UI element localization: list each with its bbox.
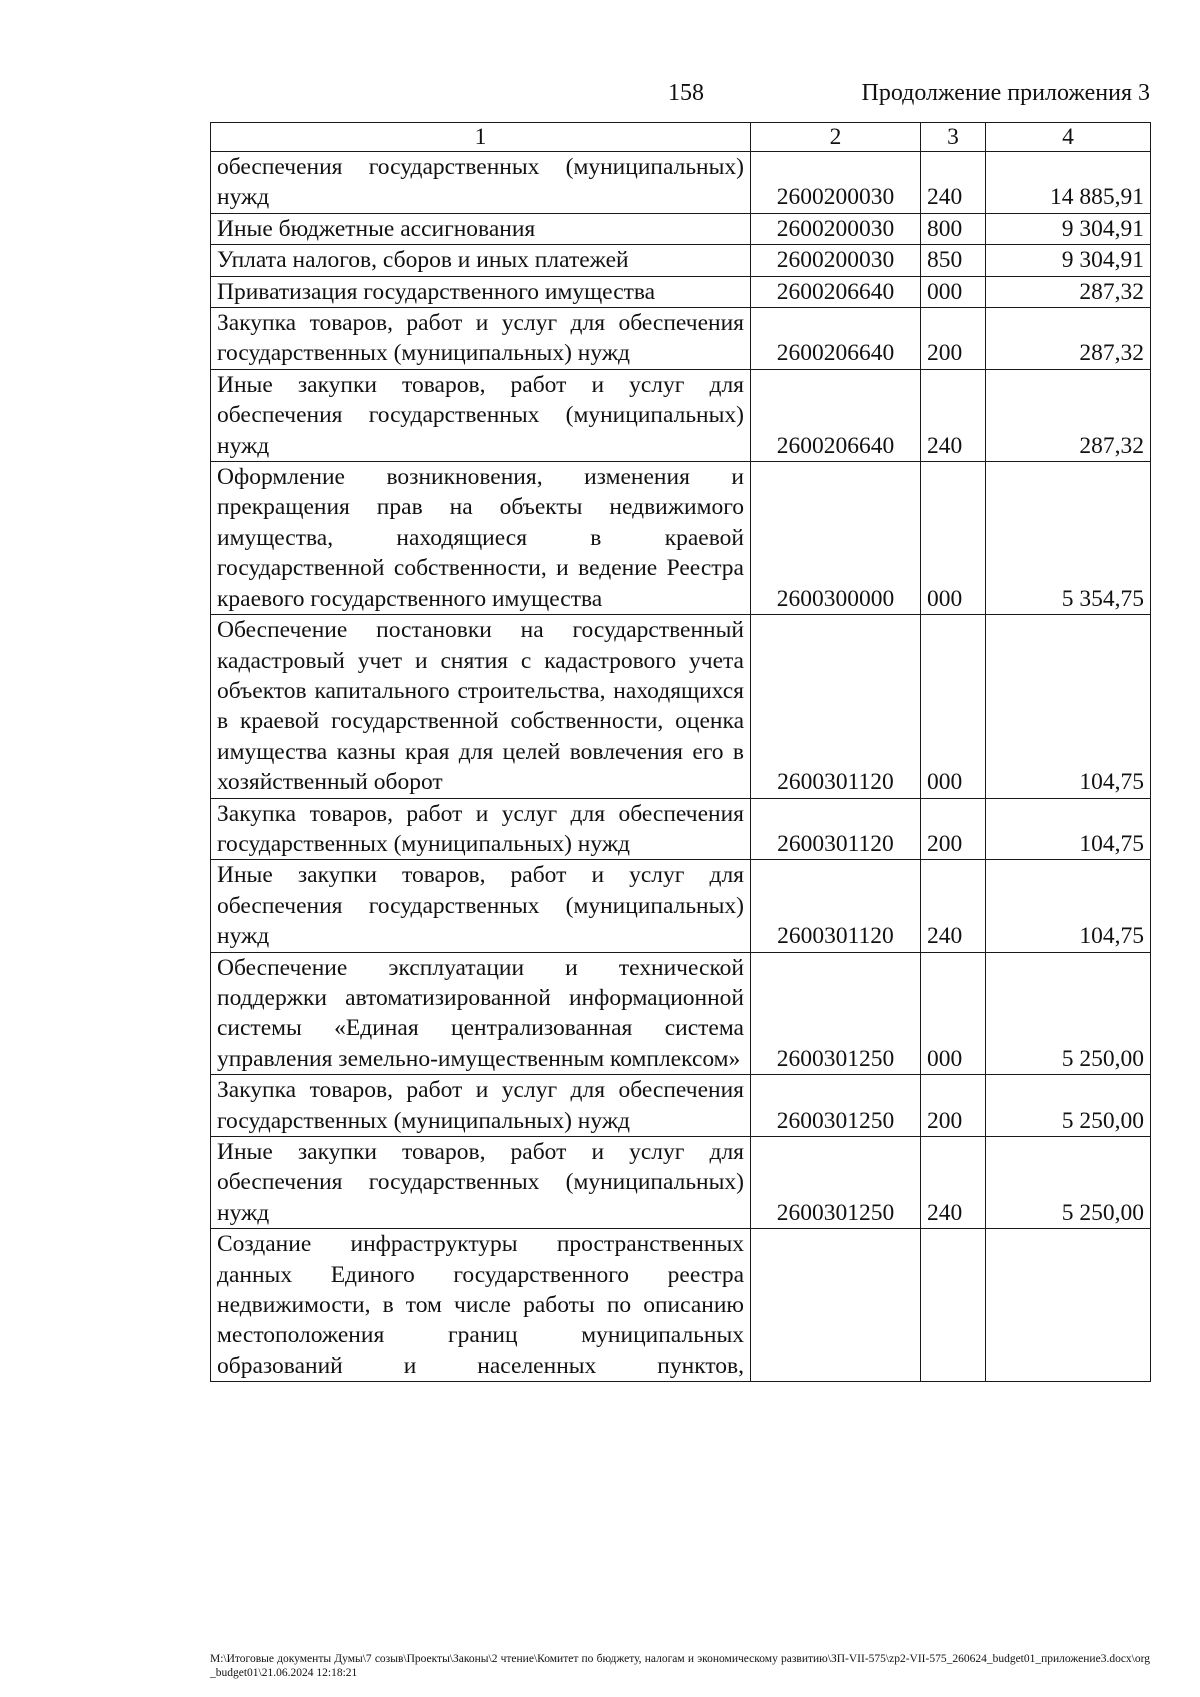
row-expense-type: 000 [921,952,986,1075]
row-code: 2600206640 [751,308,921,370]
table-header-row [211,123,1151,152]
table-row [211,369,1151,461]
row-expense-type: 240 [921,369,986,461]
row-description: обеспечения государственных (муниципальных) нужд [211,152,751,214]
row-expense-type: 240 [921,860,986,952]
column-header-code: 2 [751,123,921,152]
row-amount: 9 304,91 [986,213,1151,244]
row-amount: 5 250,00 [986,1137,1151,1229]
row-description: Обеспечение эксплуатации и технической поддержки автоматизированной информационной системы «Единая централизованная система управления земельно-имущественным комплексом» [211,952,751,1075]
row-code: 2600301120 [751,615,921,798]
row-amount: 5 354,75 [986,462,1151,615]
row-description: Иные закупки товаров, работ и услуг для обеспечения государственных (муниципальных) нужд [211,860,751,952]
row-expense-type: 850 [921,245,986,276]
table-row [211,462,1151,615]
row-description: Иные закупки товаров, работ и услуг для обеспечения государственных (муниципальных) нужд [211,1137,751,1229]
table-row [211,1229,1151,1382]
table-row [211,860,1151,952]
row-description: Оформление возникновения, изменения и прекращения прав на объекты недвижимого имущества, находящиеся в краевой государственной собственности, и ведение Реестра краевого государственного имущества [211,462,751,615]
row-amount: 9 304,91 [986,245,1151,276]
row-code: 2600206640 [751,276,921,307]
continuation-label: Продолжение приложения 3 [861,80,1150,106]
column-header-amount: 4 [986,123,1151,152]
row-amount: 104,75 [986,615,1151,798]
row-expense-type: 200 [921,1075,986,1137]
budget-table [210,122,1151,1382]
row-amount: 287,32 [986,308,1151,370]
row-code: 2600301250 [751,952,921,1075]
row-amount: 287,32 [986,369,1151,461]
row-amount: 104,75 [986,798,1151,860]
row-amount: 287,32 [986,276,1151,307]
row-expense-type: 240 [921,1137,986,1229]
table-row [211,1075,1151,1137]
row-code: 2600200030 [751,245,921,276]
row-code: 2600206640 [751,369,921,461]
footer-file-path: M:\Итоговые документы Думы\7 созыв\Проекты\Законы\2 чтение\Комитет по бюджету, налогам и экономическому развитию\ЗП-VII-575\zp2-VII-575_260624_budget01_приложение3.docx\org_budget01\21.06.2024 12:18:21 [210,1653,1150,1679]
row-amount: 5 250,00 [986,1075,1151,1137]
row-description: Создание инфраструктуры пространственных данных Единого государственного реестра недвижимости, в том числе работы по описанию местоположения границ муниципальных образований и населенных пунктов, [211,1229,751,1382]
row-expense-type: 000 [921,462,986,615]
page-number: 158 [668,80,704,106]
table-row [211,308,1151,370]
row-description: Закупка товаров, работ и услуг для обеспечения государственных (муниципальных) нужд [211,1075,751,1137]
table-row [211,615,1151,798]
row-amount: 5 250,00 [986,952,1151,1075]
row-code: 2600301250 [751,1137,921,1229]
row-expense-type: 000 [921,276,986,307]
column-header-expense-type: 3 [921,123,986,152]
row-amount: 104,75 [986,860,1151,952]
row-description: Иные закупки товаров, работ и услуг для обеспечения государственных (муниципальных) нужд [211,369,751,461]
table-row [211,798,1151,860]
row-expense-type: 000 [921,615,986,798]
row-code: 2600301250 [751,1075,921,1137]
row-expense-type: 240 [921,152,986,214]
row-code: 2600301120 [751,798,921,860]
row-description: Закупка товаров, работ и услуг для обеспечения государственных (муниципальных) нужд [211,798,751,860]
row-code: 2600300000 [751,462,921,615]
row-expense-type: 800 [921,213,986,244]
column-header-description: 1 [211,123,751,152]
row-description: Закупка товаров, работ и услуг для обеспечения государственных (муниципальных) нужд [211,308,751,370]
row-expense-type: 200 [921,308,986,370]
row-code: 2600200030 [751,152,921,214]
row-code: 2600200030 [751,213,921,244]
table-row [211,1137,1151,1229]
table-row [211,952,1151,1075]
row-code [751,1229,921,1382]
row-amount [986,1229,1151,1382]
row-description: Обеспечение постановки на государственный кадастровый учет и снятия с кадастрового учета объектов капитального строительства, находящихся в краевой государственной собственности, оценка имущества казны края для целей вовлечения его в хозяйственный оборот [211,615,751,798]
row-code: 2600301120 [751,860,921,952]
row-description: Приватизация государственного имущества [211,276,751,307]
row-expense-type: 200 [921,798,986,860]
table-row [211,276,1151,307]
table-row [211,245,1151,276]
table-row [211,152,1151,214]
row-description: Уплата налогов, сборов и иных платежей [211,245,751,276]
table-row [211,213,1151,244]
row-amount: 14 885,91 [986,152,1151,214]
row-expense-type [921,1229,986,1382]
row-description: Иные бюджетные ассигнования [211,213,751,244]
